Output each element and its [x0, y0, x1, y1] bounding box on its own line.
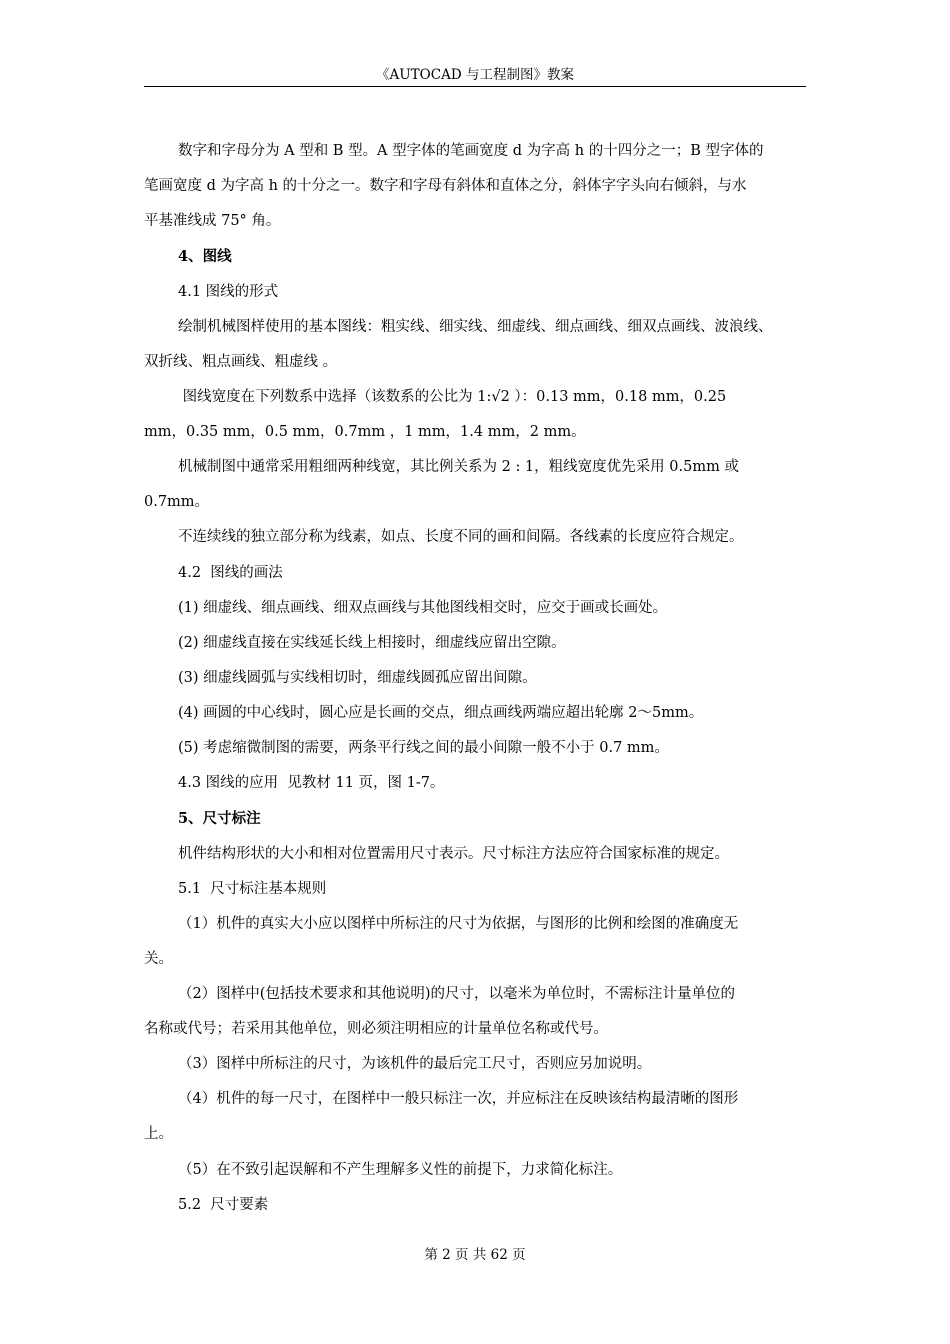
- list-item: (5) 考虑缩微制图的需要，两条平行线之间的最小间隙一般不小于 0.7 mm。: [178, 740, 669, 756]
- body-line: 笔画宽度 d 为字高 h 的十分之一。数字和字母有斜体和直体之分，斜体字字头向右倾斜，与水: [144, 178, 747, 194]
- list-item: （5）在不致引起误解和不产生理解多义性的前提下，力求简化标注。: [178, 1162, 623, 1178]
- section-heading: 4、图线: [178, 248, 232, 265]
- subsection-heading: 4.2 图线的画法: [178, 565, 283, 581]
- subsection-heading: 4.3 图线的应用 见教材 11 页，图 1-7。: [178, 775, 445, 791]
- list-item: （4）机件的每一尺寸，在图样中一般只标注一次，并应标注在反映该结构最清晰的图形: [178, 1091, 739, 1107]
- list-item: (4) 画圆的中心线时，圆心应是长画的交点，细点画线两端应超出轮廓 2～5mm。: [178, 705, 704, 721]
- body-line: 平基准线成 75° 角。: [144, 213, 281, 229]
- body-line: mm，0.35 mm，0.5 mm，0.7mm ，1 mm，1.4 mm，2 mm。: [144, 424, 586, 440]
- body-line: 上。: [144, 1126, 173, 1142]
- list-item: (3) 细虚线圆弧与实线相切时，细虚线圆孤应留出间隙。: [178, 670, 537, 686]
- subsection-heading: 4.1 图线的形式: [178, 284, 279, 300]
- subsection-heading: 5.1 尺寸标注基本规则: [178, 881, 327, 897]
- body-line: 双折线、粗点画线、粗虚线 。: [144, 354, 338, 370]
- header-divider: [144, 86, 806, 87]
- list-item: （3）图样中所标注的尺寸，为该机件的最后完工尺寸，否则应另加说明。: [178, 1056, 652, 1072]
- section-heading: 5、尺寸标注: [178, 810, 261, 827]
- body-line: 数字和字母分为 A 型和 B 型。A 型字体的笔画宽度 d 为字高 h 的十四分之一；B 型字体的: [178, 143, 764, 159]
- body-line: 不连续线的独立部分称为线素，如点、长度不同的画和间隔。各线素的长度应符合规定。: [178, 529, 744, 545]
- subsection-heading: 5.2 尺寸要素: [178, 1197, 269, 1213]
- list-item: （2）图样中(包括技术要求和其他说明)的尺寸，以毫米为单位时，不需标注计量单位的: [178, 986, 736, 1002]
- page-footer: 第 2 页 共 62 页: [424, 1247, 526, 1263]
- body-line: 机件结构形状的大小和相对位置需用尺寸表示。尺寸标注方法应符合国家标准的规定。: [178, 846, 729, 862]
- body-line: 关。: [144, 951, 173, 967]
- body-line: 绘制机械图样使用的基本图线：粗实线、细实线、细虚线、细点画线、细双点画线、波浪线、: [178, 319, 773, 335]
- list-item: (1) 细虚线、细点画线、细双点画线与其他图线相交时，应交于画或长画处。: [178, 600, 668, 616]
- list-item: （1）机件的真实大小应以图样中所标注的尺寸为依据，与图形的比例和绘图的准确度无: [178, 916, 739, 932]
- body-line: 名称或代号；若采用其他单位，则必须注明相应的计量单位名称或代号。: [144, 1021, 608, 1037]
- body-line: 0.7mm。: [144, 494, 210, 510]
- body-line: 机械制图中通常采用粗细两种线宽，其比例关系为 2 : 1，粗线宽度优先采用 0.5mm 或: [178, 459, 739, 475]
- list-item: (2) 细虚线直接在实线延长线上相接时，细虚线应留出空隙。: [178, 635, 566, 651]
- page-header: 《AUTOCAD 与工程制图》教案: [376, 67, 574, 83]
- body-line: 图线宽度在下列数系中选择（该数系的公比为 1:√2 ）：0.13 mm，0.18 mm，0.25: [178, 389, 727, 405]
